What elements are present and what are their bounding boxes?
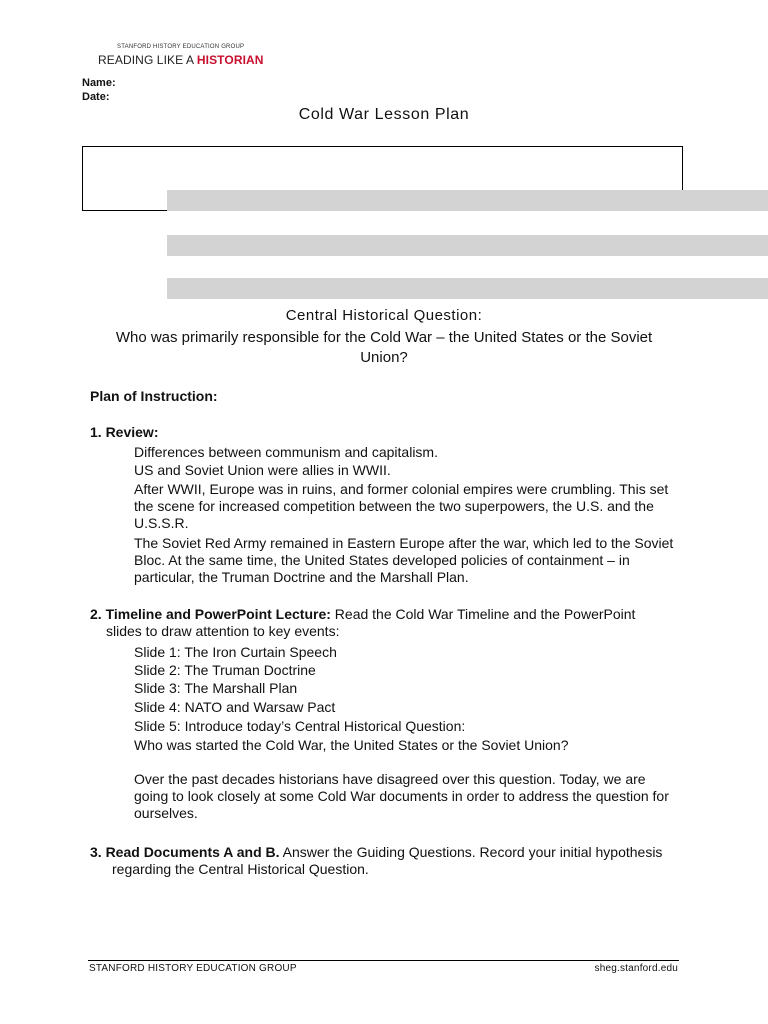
documents-heading: 3. Read Documents A and B. [90, 844, 280, 860]
footer-divider [88, 960, 679, 961]
slide-item: Slide 2: The Truman Doctrine [134, 662, 316, 678]
documents-paragraph [90, 844, 672, 878]
footer-org: STANFORD HISTORY EDUCATION GROUP [89, 963, 297, 974]
grey-bar-2 [167, 235, 768, 256]
slide-item: Who was started the Cold War, the United States or the Soviet Union? [134, 737, 569, 753]
timeline-heading: 2. Timeline and PowerPoint Lecture: [90, 606, 331, 622]
timeline-discussion: Over the past decades historians have disagreed over this question. Today, we are going to look closely at some Cold War documents in order to address the question for ourselves. [134, 771, 669, 821]
review-heading: 1. Review: [90, 424, 159, 440]
slide-item: Slide 5: Introduce today’s Central Historical Question: [134, 718, 466, 734]
name-label: Name: [82, 77, 116, 89]
timeline-paragraph [90, 606, 656, 640]
grey-bar-1 [167, 190, 768, 211]
date-label: Date: [82, 91, 110, 103]
review-item: Differences between communism and capitalism. [134, 444, 438, 460]
logo-org-text: STANFORD HISTORY EDUCATION GROUP [117, 44, 245, 50]
chq-heading: Central Historical Question: [285, 307, 483, 324]
documents-text: Answer the Guiding Questions. Record your initial hypothesis regarding the Central Historical Question. [112, 844, 663, 877]
grey-bar-3 [167, 278, 768, 299]
logo-wordmark [98, 53, 264, 67]
review-item: After WWII, Europe was in ruins, and former colonial empires were crumbling. This set the scene for increased competition between the two superpowers, the U.S. and the U.S.S.R. [134, 481, 669, 531]
slide-item: Slide 1: The Iron Curtain Speech [134, 644, 337, 660]
review-item: The Soviet Red Army remained in Eastern Europe after the war, which led to the Soviet Bloc. At the same time, the United States developed policies of containment – in particular, the Truman Doctrine and the Marshall Plan. [134, 535, 674, 585]
logo-part-2: HISTORIAN [196, 53, 264, 67]
review-item: US and Soviet Union were allies in WWII. [134, 462, 391, 478]
logo-part-1: READING LIKE A [98, 53, 197, 67]
document-title: Cold War Lesson Plan [298, 106, 470, 123]
timeline-text: Read the Cold War Timeline and the PowerPoint slides to draw attention to key events: [106, 606, 636, 639]
plan-heading: Plan of Instruction: [90, 388, 218, 404]
footer-url: sheg.stanford.edu [594, 963, 678, 974]
chq-question: Who was primarily responsible for the Cold War – the United States or the Soviet Union? [115, 329, 653, 366]
slide-item: Slide 4: NATO and Warsaw Pact [134, 699, 336, 715]
slide-item: Slide 3: The Marshall Plan [134, 680, 298, 696]
